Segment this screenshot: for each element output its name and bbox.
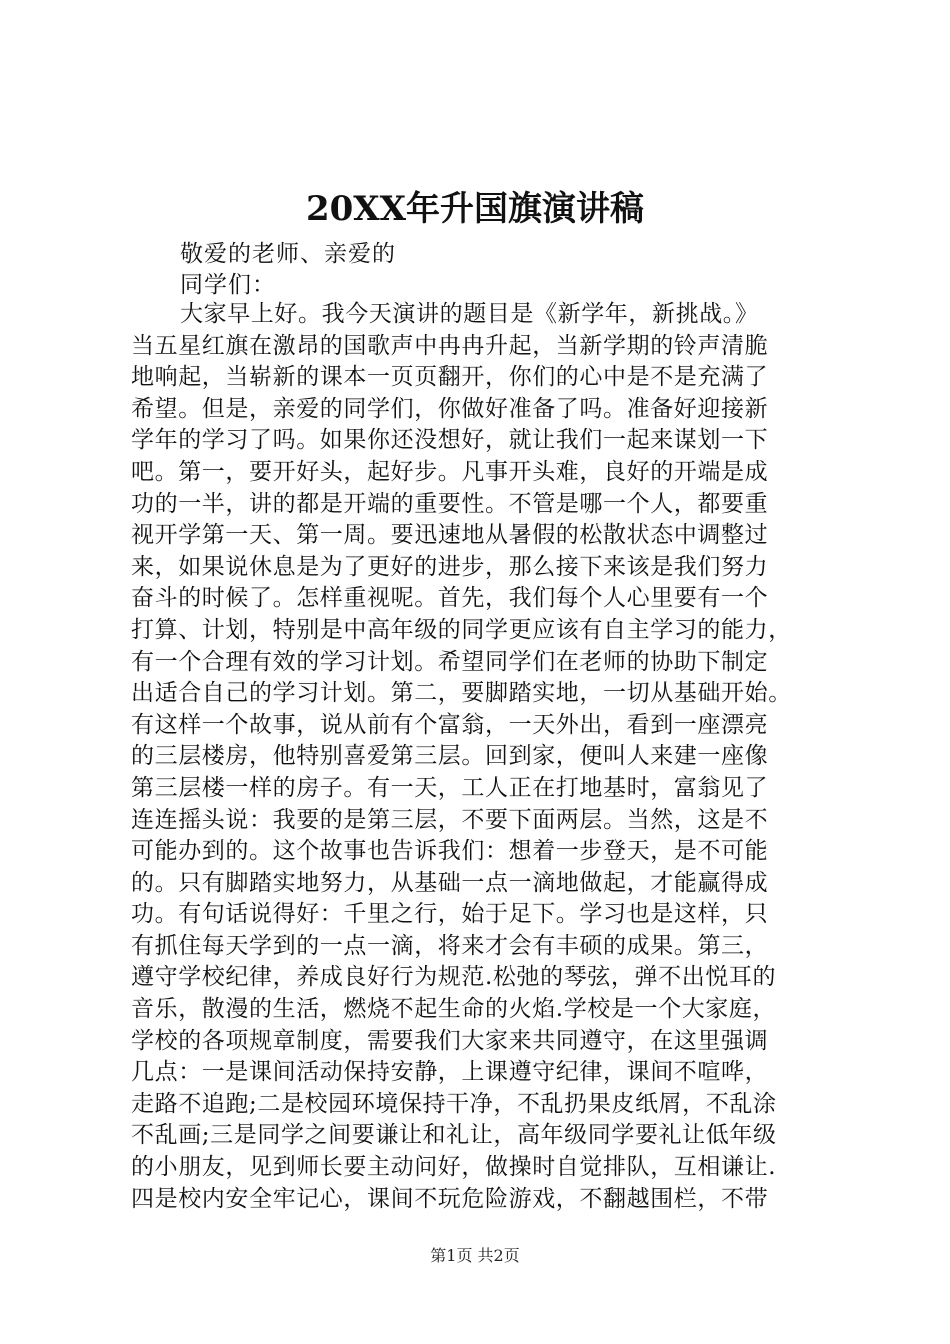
body-text-line: 吧。第一，要开好头，起好步。凡事开头难，良好的开端是成 [131, 458, 769, 485]
body-text-line: 走路不追跑;二是校园环境保持干净，不乱扔果皮纸屑，不乱涂 [131, 1090, 777, 1117]
body-text-line: 的。只有脚踏实地努力，从基础一点一滴地做起，才能赢得成 [131, 869, 769, 896]
body-text-line: 不乱画;三是同学之间要谦让和礼让，高年级同学要礼让低年级 [131, 1122, 777, 1149]
body-text-line: 音乐，散漫的生活，燃烧不起生命的火焰.学校是一个大家庭， [131, 996, 777, 1023]
body-text-line: 第三层楼一样的房子。有一天，工人正在打地基时，富翁见了 [131, 774, 769, 801]
salutation-line-1: 敬爱的老师、亲爱的 [180, 241, 396, 267]
body-text-line: 打算、计划，特别是中高年级的同学更应该有自主学习的能力， [131, 616, 792, 643]
body-text-line: 有这样一个故事，说从前有个富翁，一天外出，看到一座漂亮 [131, 711, 769, 738]
document-title: 20XX年升国旗演讲稿 [305, 189, 645, 229]
body-text-line: 大家早上好。我今天演讲的题目是《新学年，新挑战。》 [180, 301, 759, 327]
body-text-line: 学校的各项规章制度，需要我们大家来共同遵守，在这里强调 [131, 1027, 769, 1054]
body-text-line: 希望。但是，亲爱的同学们，你做好准备了吗。准备好迎接新 [131, 395, 769, 422]
body-text-line: 地响起，当崭新的课本一页页翻开，你们的心中是不是充满了 [131, 364, 769, 391]
body-text-line: 连连摇头说：我要的是第三层，不要下面两层。当然，这是不 [131, 806, 769, 833]
body-text-line: 来，如果说休息是为了更好的进步，那么接下来该是我们努力 [131, 553, 769, 580]
salutation-line-2: 同学们： [180, 272, 276, 298]
body-text-line: 的三层楼房，他特别喜爱第三层。回到家，便叫人来建一座像 [131, 743, 769, 770]
body-text-line: 出适合自己的学习计划。第二，要脚踏实地，一切从基础开始。 [131, 680, 792, 707]
body-text-line: 学年的学习了吗。如果你还没想好，就让我们一起来谋划一下 [131, 427, 769, 454]
body-text-line: 功的一半，讲的都是开端的重要性。不管是哪一个人，都要重 [131, 490, 769, 517]
body-text-line: 遵守学校纪律，养成良好行为规范.松弛的琴弦，弹不出悦耳的 [131, 964, 777, 991]
body-text-line: 有抓住每天学到的一点一滴，将来才会有丰硕的成果。第三， [131, 932, 769, 959]
document-body [131, 299, 851, 1215]
body-text-line: 有一个合理有效的学习计划。希望同学们在老师的协助下制定 [131, 648, 769, 675]
body-text-line: 当五星红旗在激昂的国歌声中冉冉升起，当新学期的铃声清脆 [131, 332, 769, 359]
body-text-line: 四是校内安全牢记心，课间不玩危险游戏，不翻越围栏，不带 [131, 1185, 769, 1212]
body-text-line: 可能办到的。这个故事也告诉我们：想着一步登天，是不可能 [131, 838, 769, 865]
body-text-line: 几点：一是课间活动保持安静，上课遵守纪律，课间不喧哗， [131, 1059, 769, 1086]
body-text-line: 视开学第一天、第一周。要迅速地从暑假的松散状态中调整过 [131, 522, 769, 549]
body-text-line: 功。有句话说得好：千里之行，始于足下。学习也是这样，只 [131, 901, 769, 928]
body-text-line: 的小朋友，见到师长要主动问好，做操时自觉排队，互相谦让. [131, 1154, 777, 1181]
page-number-footer: 第1页 共2页 [430, 1246, 520, 1265]
body-text-line: 奋斗的时候了。怎样重视呢。首先，我们每个人心里要有一个 [131, 585, 769, 612]
